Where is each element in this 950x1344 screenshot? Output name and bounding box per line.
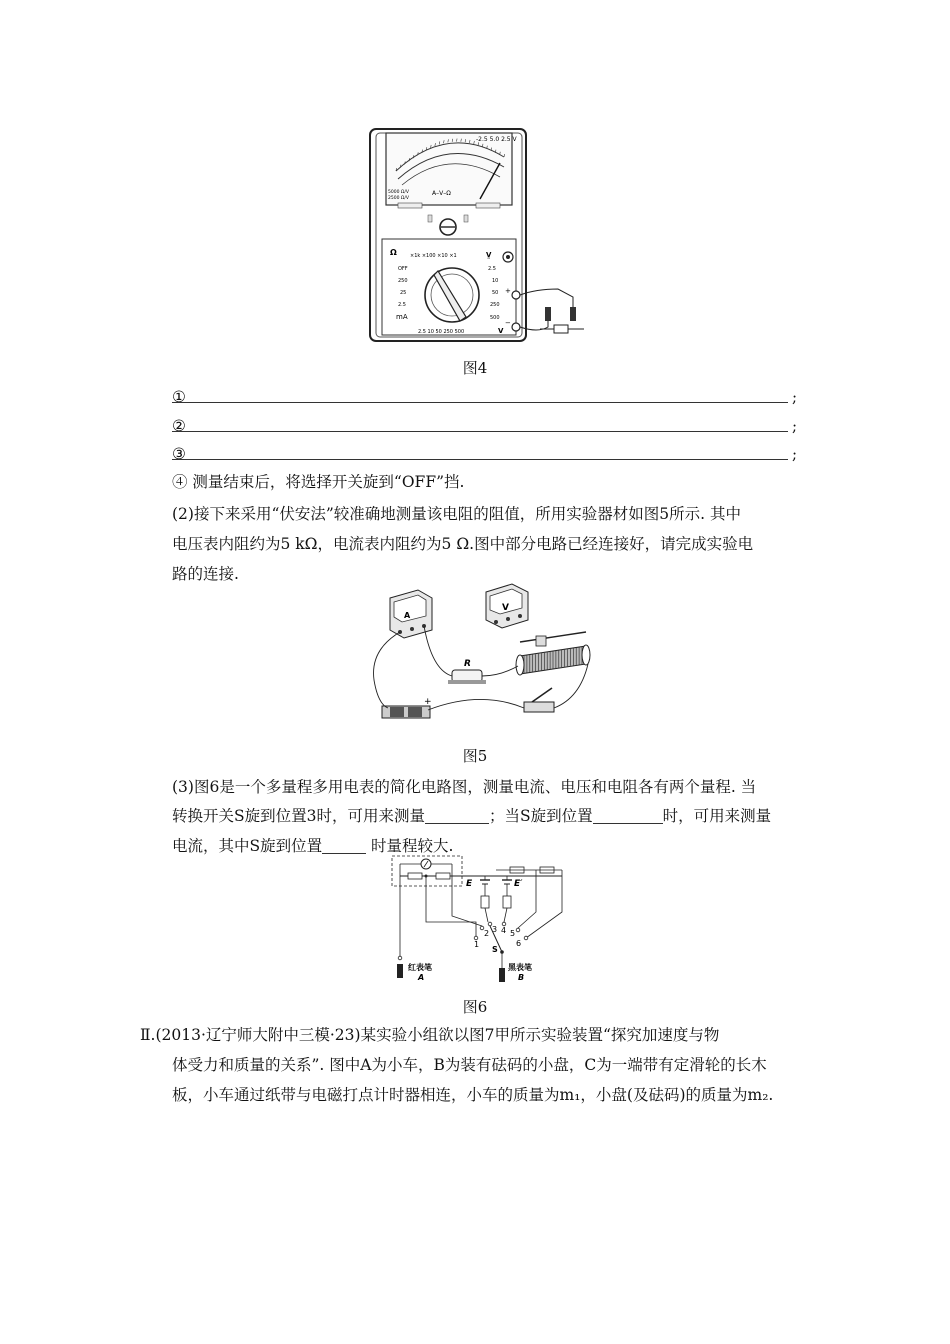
- wire-resistor-rheostat: [482, 666, 518, 676]
- plus-terminal-label: +: [505, 287, 511, 295]
- plus-socket[interactable]: [512, 291, 520, 299]
- red-probe-label: 红表笔: [408, 963, 432, 972]
- answer-blank-measure[interactable]: [425, 805, 489, 824]
- blank-2-line[interactable]: [172, 431, 788, 432]
- minus-socket[interactable]: [512, 323, 520, 331]
- wire-switch-rheostat: [554, 664, 588, 708]
- part3-line2-c: 时，可用来测量: [662, 807, 772, 825]
- vac-tick-5: 500: [490, 315, 500, 321]
- rheostat-slider[interactable]: [536, 636, 546, 646]
- part2-line3: 路的连接.: [172, 565, 239, 583]
- sensitivity-1: 5000 Ω/V: [388, 190, 409, 195]
- black-probe-symbol: B: [518, 973, 525, 982]
- black-probe[interactable]: [499, 968, 505, 982]
- blank-1-end: ;: [792, 388, 798, 406]
- ohm-symbol: Ω: [390, 248, 397, 257]
- knife-switch[interactable]: [524, 688, 554, 712]
- vac-tick-4: 250: [490, 302, 500, 308]
- off-label: OFF: [398, 266, 408, 272]
- probe-2: [570, 307, 576, 321]
- answer-blank-position[interactable]: [593, 805, 663, 824]
- blank-1-line[interactable]: [172, 402, 788, 403]
- position-6: 6: [516, 939, 522, 948]
- black-probe-label: 黑表笔: [508, 963, 532, 972]
- scale-top-label: -2.5 5.0 2.5 V: [476, 136, 517, 143]
- sliding-rheostat: [516, 632, 590, 675]
- blank-2-marker: ②: [172, 417, 186, 435]
- blank-3-marker: ③: [172, 445, 186, 463]
- ammeter: [390, 590, 432, 638]
- ma-tick-250: 250: [398, 278, 408, 284]
- figure5-apparatus: [360, 580, 600, 730]
- resistor-label: R: [464, 659, 471, 669]
- figure6-circuit: [386, 852, 566, 987]
- part4-line2: 体受力和质量的关系”. 图中A为小车，B为装有砝码的小盘，C为一端带有定滑轮的长木: [172, 1056, 767, 1074]
- part2-line1: (2)接下来采用“伏安法”较准确地测量该电阻的阻值，所用实验器材如图5所示. 其中: [172, 505, 742, 523]
- wire-ammeter-resistor: [424, 626, 452, 676]
- part2-line2: 电压表内阻约为5 kΩ，电流表内阻约为5 Ω.图中部分电路已经连接好，请完成实验电: [172, 535, 754, 553]
- vac-tick-3: 50: [492, 290, 499, 296]
- wire-ammeter-battery: [374, 632, 400, 708]
- vac-tick-2: 10: [492, 278, 499, 284]
- blank-1-marker: ①: [172, 388, 186, 406]
- figure6-caption: 图6: [462, 998, 488, 1016]
- battery-E2-label: E′: [514, 879, 523, 889]
- ma-tick-25: 25: [400, 290, 407, 296]
- part3-line2-b: ；当S旋到位置: [488, 807, 593, 825]
- ammeter-label: A: [404, 611, 411, 620]
- part3-line2-a: 转换开关S旋到位置3时，可用来测量: [172, 807, 425, 825]
- vdc-ticks: 2.5 10 50 250 500: [418, 329, 465, 335]
- vdc-unit: V: [498, 327, 504, 335]
- battery-E-label: E: [466, 879, 473, 889]
- battery-plus-label: +: [424, 697, 432, 707]
- part3-line2: [172, 802, 771, 830]
- voltmeter: [486, 584, 528, 628]
- position-2: 2: [484, 929, 490, 938]
- probe-1: [545, 307, 551, 321]
- vac-symbol: V̰: [486, 251, 492, 259]
- switch-S-label: S: [492, 945, 498, 954]
- minus-terminal-label: −: [505, 319, 511, 327]
- figure4-multimeter: [368, 127, 590, 345]
- adjust-resistor-1: [481, 896, 489, 908]
- step4-text: ④ 测量结束后，将选择开关旋到“OFF”挡.: [172, 473, 465, 491]
- voltmeter-label: V: [502, 603, 509, 613]
- wire-battery-switch: [428, 699, 524, 710]
- ma-tick-2-5: 2.5: [398, 302, 406, 308]
- position-4: 4: [501, 926, 507, 935]
- blank-3-line[interactable]: [172, 459, 788, 460]
- figure5-caption: 图5: [462, 747, 488, 765]
- red-probe-symbol: A: [418, 973, 425, 982]
- part3-line1: (3)图6是一个多量程多用电表的简化电路图，测量电流、电压和电阻各有两个量程. 当: [172, 778, 757, 796]
- resistor-R: [448, 659, 486, 684]
- blank-2-end: ;: [792, 417, 798, 435]
- blank-3-end: ;: [792, 445, 798, 463]
- part3-line3-a: 电流，其中S旋到位置: [172, 837, 323, 855]
- vac-tick-1: 2.5: [488, 266, 496, 272]
- answer-blank-larger[interactable]: [322, 835, 366, 854]
- ohm-ranges: ×1k ×100 ×10 ×1: [410, 253, 457, 259]
- battery: [382, 697, 432, 718]
- part3-line3-b: 时量程较大.: [366, 837, 454, 855]
- adjust-resistor-2: [503, 896, 511, 908]
- position-3: 3: [492, 925, 498, 934]
- red-probe[interactable]: [397, 964, 403, 978]
- figure4-caption: 图4: [462, 359, 488, 377]
- resistor-under-test: [554, 325, 568, 333]
- shunt-resistor-1: [408, 873, 422, 879]
- sensitivity-2: 2500 Ω/V: [388, 196, 409, 201]
- part4-line1: Ⅱ.(2013·辽宁师大附中三模·23)某实验小组欲以图7甲所示实验装置“探究加速度与物: [140, 1026, 720, 1044]
- scale-label: A–V–Ω: [432, 190, 451, 197]
- position-5: 5: [510, 929, 516, 938]
- shunt-resistor-2: [436, 873, 450, 879]
- ma-unit: mA: [396, 313, 408, 321]
- position-1: 1: [474, 940, 480, 949]
- part4-line3: 板，小车通过纸带与电磁打点计时器相连，小车的质量为m₁，小盘(及砝码)的质量为m₂.: [172, 1086, 774, 1104]
